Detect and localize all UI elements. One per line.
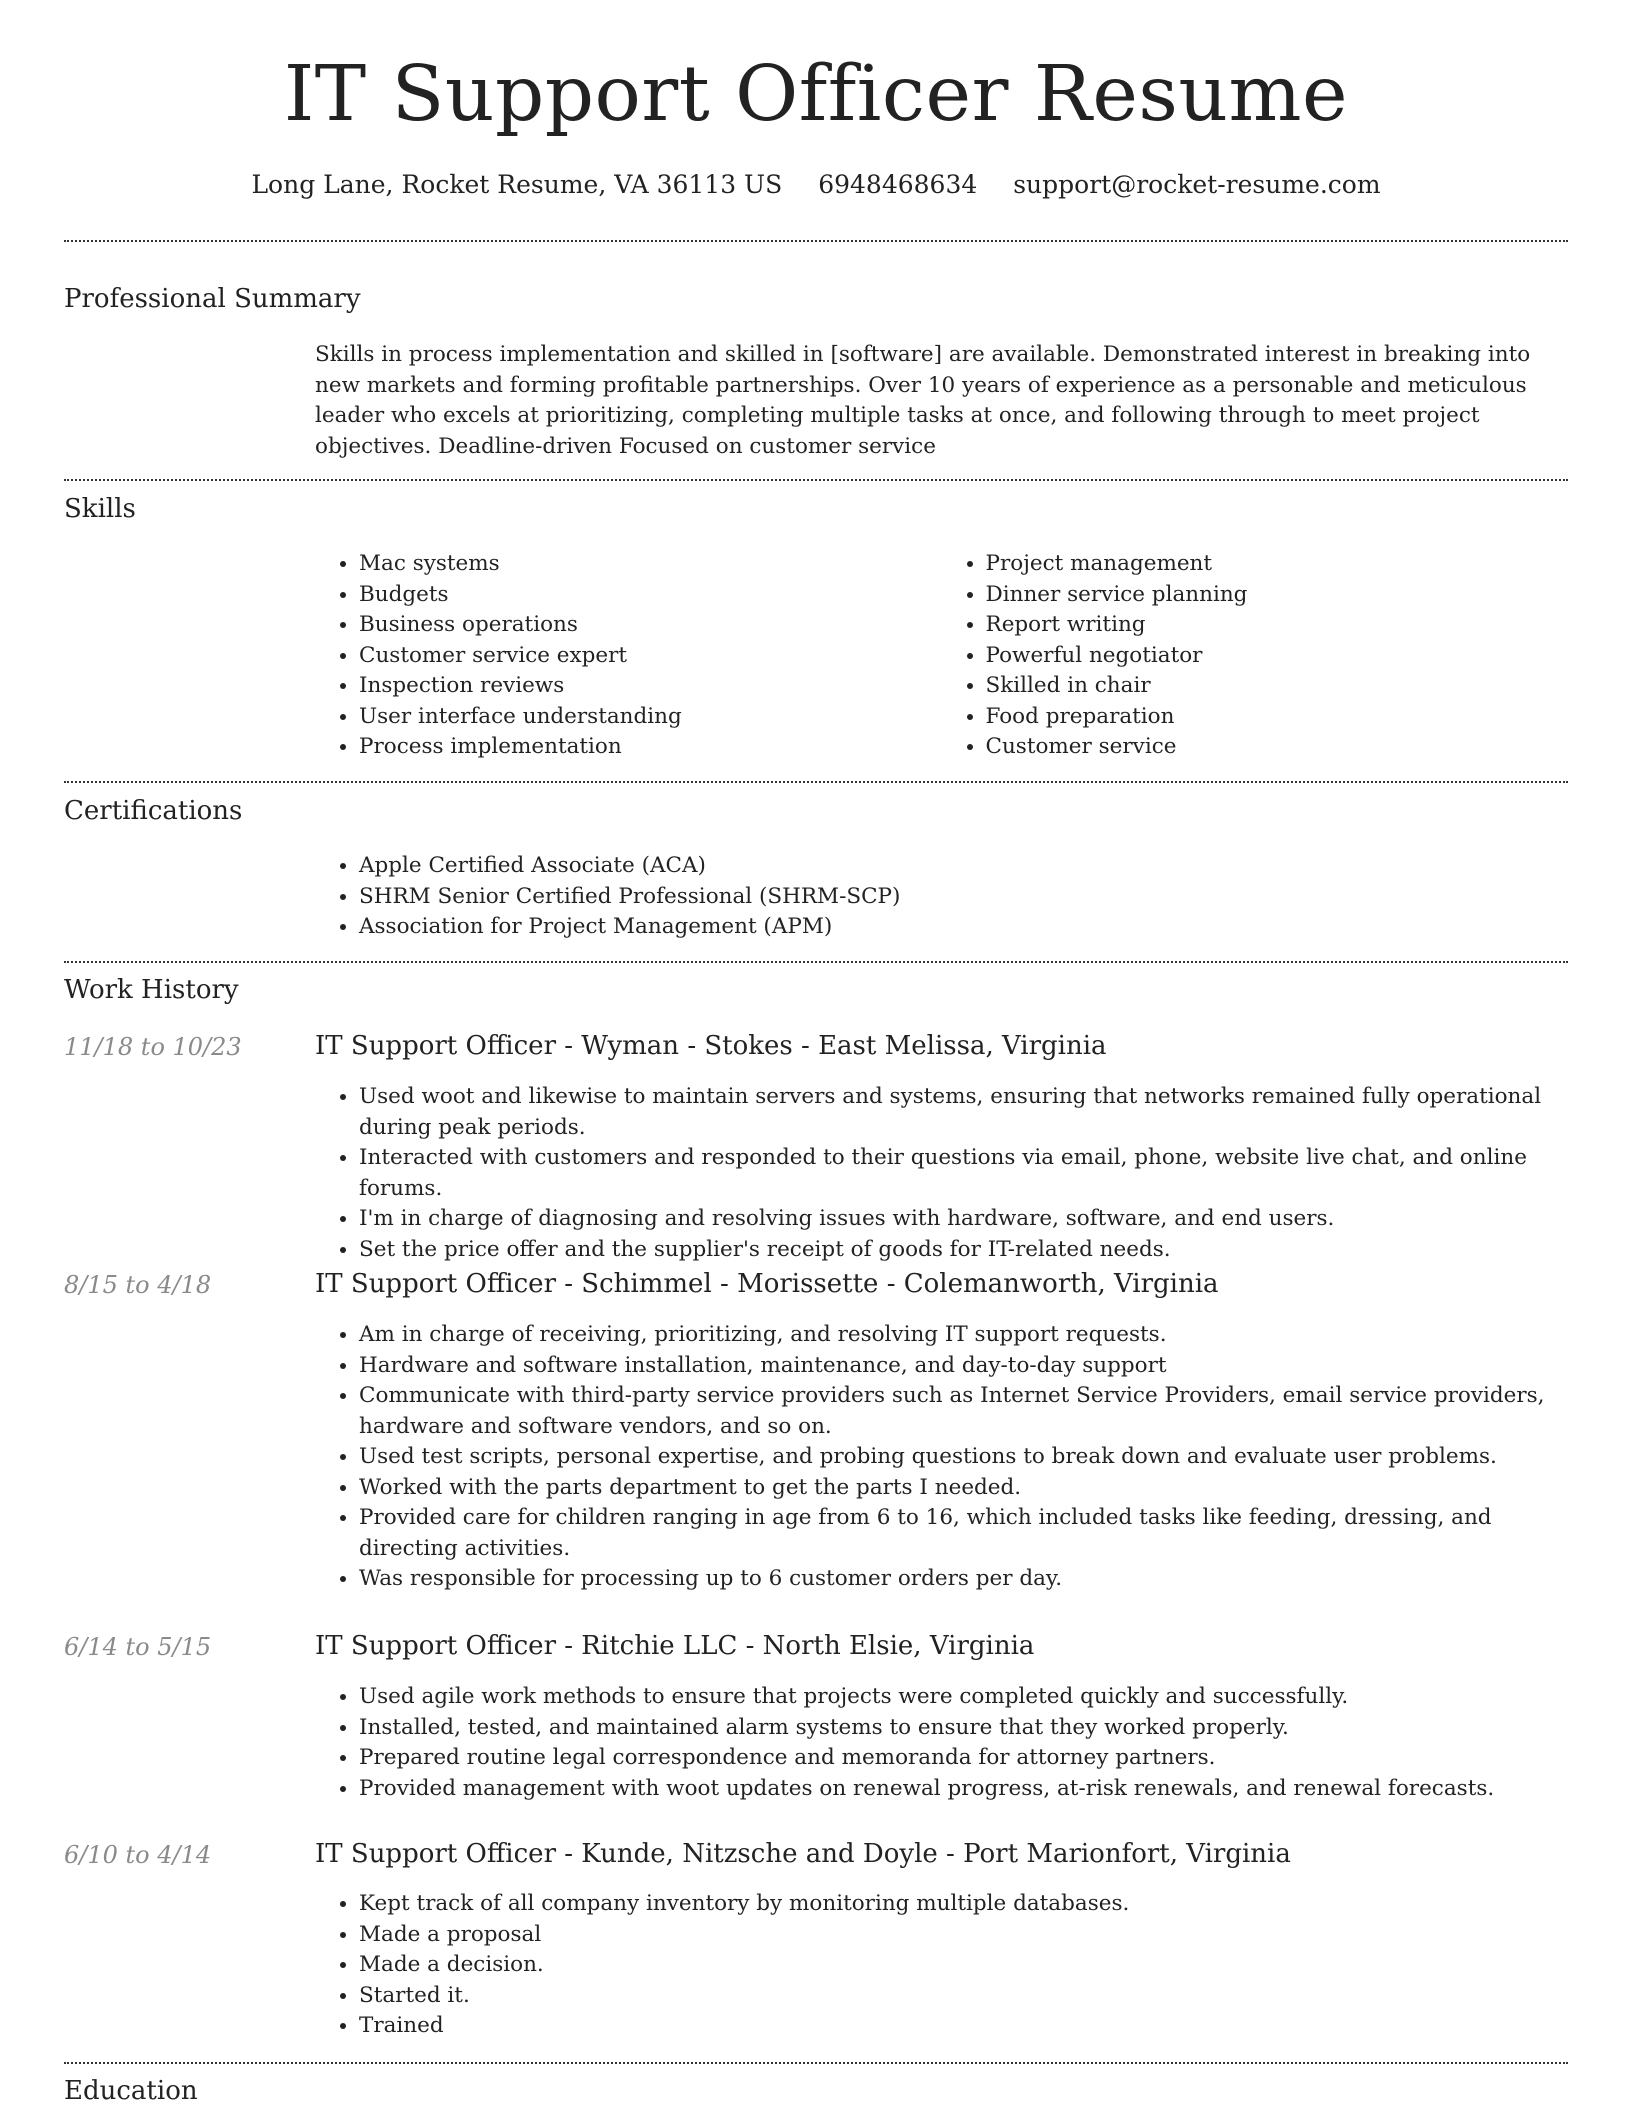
job-date: 11/18 to 10/23 bbox=[64, 1033, 242, 1061]
job-bullet: • Communicate with third-party service providers such as Internet Service Providers, email service providers, hardware and software vendors, and so on. bbox=[359, 1381, 1568, 1442]
skill-item: • Mac systems bbox=[359, 549, 942, 580]
job-bullet: • Installed, tested, and maintained alarm systems to ensure that they worked properly. bbox=[359, 1713, 1568, 1744]
job-heading: IT Support Officer - Kunde, Nitzsche and Doyle - Port Marionfort, Virginia bbox=[315, 1839, 1291, 1869]
summary-body bbox=[315, 340, 1568, 462]
job-bullet: • Started it. bbox=[359, 1981, 1568, 2012]
divider bbox=[64, 479, 1568, 481]
skill-item: • Report writing bbox=[986, 610, 1569, 641]
job-bullet: • Interacted with customers and responded to their questions via email, phone, website live chat, and online forums. bbox=[359, 1143, 1568, 1204]
summary-heading: Professional Summary bbox=[64, 284, 361, 314]
skill-item: • Dinner service planning bbox=[986, 580, 1569, 611]
job-date: 8/15 to 4/18 bbox=[64, 1271, 212, 1299]
work-history-heading: Work History bbox=[64, 975, 239, 1005]
job-bullet-list bbox=[315, 1320, 1568, 1595]
job-duties bbox=[315, 1320, 1568, 1595]
certifications-heading: Certifications bbox=[64, 796, 243, 826]
certification-item: • Apple Certified Associate (ACA) bbox=[359, 851, 1568, 882]
job-bullet: • I'm in charge of diagnosing and resolving issues with hardware, software, and end users. bbox=[359, 1204, 1568, 1235]
skills-columns bbox=[315, 549, 1568, 763]
skill-item: • Customer service expert bbox=[359, 641, 942, 672]
job-bullet-list bbox=[315, 1682, 1568, 1804]
job-bullet: • Prepared routine legal correspondence and memoranda for attorney partners. bbox=[359, 1743, 1568, 1774]
skill-item: • Customer service bbox=[986, 732, 1569, 763]
summary-text: Skills in process implementation and skilled in [software] are available. Demonstrated interest in breaking into new markets and forming profitable partnerships. Over 10 years of experience as a personable and meticulous leader who excels at prioritizing, completing multiple tasks at once, and following through to meet project objectives. Deadline-driven Focused on customer service bbox=[315, 342, 1531, 459]
job-bullet: • Used test scripts, personal expertise, and probing questions to break down and evaluate user problems. bbox=[359, 1442, 1568, 1473]
divider bbox=[64, 2062, 1568, 2064]
skill-item: • Project management bbox=[986, 549, 1569, 580]
skill-item: • Powerful negotiator bbox=[986, 641, 1569, 672]
resume-title: IT Support Officer Resume bbox=[283, 50, 1349, 139]
divider bbox=[64, 240, 1568, 242]
skill-item: • Food preparation bbox=[986, 702, 1569, 733]
job-bullet: • Made a decision. bbox=[359, 1950, 1568, 1981]
job-duties bbox=[315, 1889, 1568, 2042]
job-bullet: • Provided management with woot updates on renewal progress, at-risk renewals, and renewal forecasts. bbox=[359, 1774, 1568, 1805]
divider bbox=[64, 961, 1568, 963]
education-heading: Education bbox=[64, 2076, 198, 2106]
job-bullet: • Kept track of all company inventory by monitoring multiple databases. bbox=[359, 1889, 1568, 1920]
skill-item: • Skilled in chair bbox=[986, 671, 1569, 702]
job-bullet: • Made a proposal bbox=[359, 1920, 1568, 1951]
certifications-body bbox=[315, 851, 1568, 943]
skill-item: • Budgets bbox=[359, 580, 942, 611]
job-bullet-list bbox=[315, 1889, 1568, 2042]
skills-list-left bbox=[315, 549, 942, 763]
job-heading: IT Support Officer - Wyman - Stokes - East Melissa, Virginia bbox=[315, 1031, 1107, 1061]
contact-address: Long Lane, Rocket Resume, VA 36113 US bbox=[251, 170, 783, 199]
certification-item: • SHRM Senior Certified Professional (SHRM-SCP) bbox=[359, 882, 1568, 913]
skills-list-right bbox=[942, 549, 1569, 763]
job-bullet: • Was responsible for processing up to 6 customer orders per day. bbox=[359, 1564, 1568, 1595]
contact-phone: 6948468634 bbox=[818, 170, 978, 199]
divider bbox=[64, 781, 1568, 783]
contact-line bbox=[64, 170, 1568, 199]
job-bullet: • Trained bbox=[359, 2011, 1568, 2042]
contact-email[interactable]: support@rocket-resume.com bbox=[1013, 170, 1381, 199]
job-bullet: • Am in charge of receiving, prioritizing, and resolving IT support requests. bbox=[359, 1320, 1568, 1351]
job-duties bbox=[315, 1682, 1568, 1804]
job-bullet: • Used woot and likewise to maintain servers and systems, ensuring that networks remained fully operational during peak periods. bbox=[359, 1082, 1568, 1143]
skill-item: • Process implementation bbox=[359, 732, 942, 763]
job-bullet-list bbox=[315, 1082, 1568, 1265]
job-bullet: • Hardware and software installation, maintenance, and day-to-day support bbox=[359, 1351, 1568, 1382]
skills-heading: Skills bbox=[64, 494, 136, 524]
job-heading: IT Support Officer - Schimmel - Morissette - Colemanworth, Virginia bbox=[315, 1269, 1219, 1299]
job-date: 6/10 to 4/14 bbox=[64, 1841, 212, 1869]
skill-item: • Business operations bbox=[359, 610, 942, 641]
job-heading: IT Support Officer - Ritchie LLC - North Elsie, Virginia bbox=[315, 1631, 1035, 1661]
certifications-list bbox=[315, 851, 1568, 943]
skill-item: • User interface understanding bbox=[359, 702, 942, 733]
job-bullet: • Worked with the parts department to get the parts I needed. bbox=[359, 1473, 1568, 1504]
job-duties bbox=[315, 1082, 1568, 1265]
skill-item: • Inspection reviews bbox=[359, 671, 942, 702]
job-bullet: • Provided care for children ranging in age from 6 to 16, which included tasks like feeding, dressing, and directing activities. bbox=[359, 1503, 1568, 1564]
job-bullet: • Set the price offer and the supplier's receipt of goods for IT-related needs. bbox=[359, 1235, 1568, 1266]
job-bullet: • Used agile work methods to ensure that projects were completed quickly and successfully. bbox=[359, 1682, 1568, 1713]
certification-item: • Association for Project Management (APM) bbox=[359, 912, 1568, 943]
job-date: 6/14 to 5/15 bbox=[64, 1633, 212, 1661]
